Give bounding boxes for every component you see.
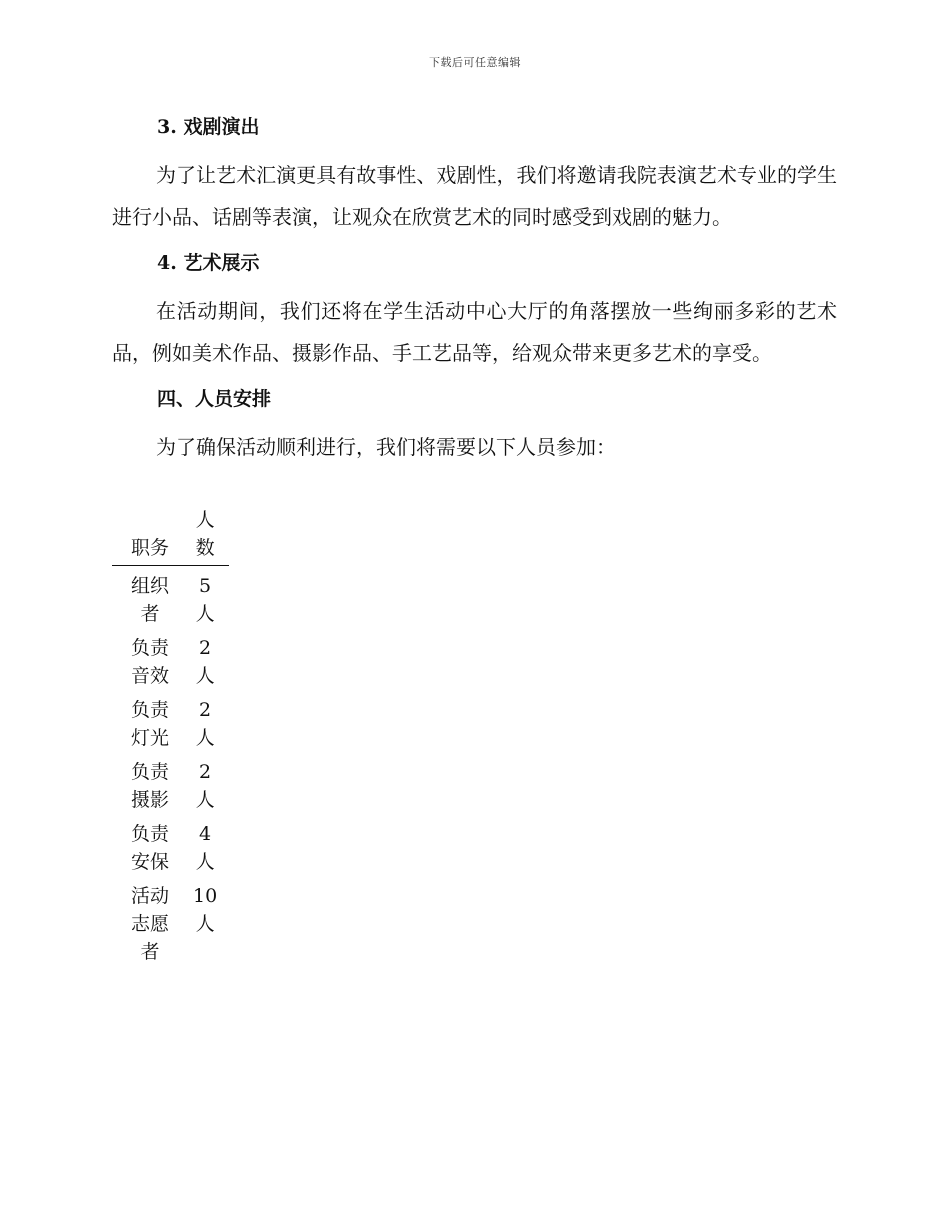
section-paragraph-staffing: 为了确保活动顺利进行，我们将需要以下人员参加： [156,435,616,459]
section-paragraph-drama: 为了让艺术汇演更具有故事性、戏剧性，我们将邀请我院表演艺术专业的学生进行小品、话剧等表演，让观众在欣赏艺术的同时感受到戏剧的魅力。 [112,163,837,229]
table-row [112,882,229,972]
section-paragraph-art-display: 在活动期间，我们还将在学生活动中心大厅的角落摆放一些绚丽多彩的艺术品，例如美术作品、摄影作品、手工艺品等，给观众带来更多艺术的享受。 [112,299,837,365]
staff-count-cell: 2人 [195,761,215,811]
section-heading-art-display: 4. 艺术展示 [157,252,260,274]
table-row [112,820,229,882]
staff-count-cell: 4人 [195,823,215,873]
staff-role-cell: 活动志愿者 [130,885,169,963]
table-row [112,758,229,820]
staff-role-cell: 负责灯光 [130,699,169,749]
staff-table-header-role: 职务 [112,506,191,566]
staff-count-cell: 5人 [195,575,215,625]
staff-count-cell: 10人 [193,885,218,935]
staff-role-cell: 负责安保 [130,823,169,873]
staff-table-header-row [112,506,229,566]
staff-table-header-count: 人数 [191,506,229,566]
staff-role-cell: 负责音效 [130,637,169,687]
staff-count-cell: 2人 [195,699,215,749]
staff-role-cell: 组织者 [130,575,169,625]
table-row [112,696,229,758]
staff-count-cell: 2人 [195,637,215,687]
table-row [112,566,229,635]
table-row [112,634,229,696]
header-note: 下载后可任意编辑 [429,56,521,69]
staff-role-cell: 负责摄影 [130,761,169,811]
document-body [112,112,837,972]
section-heading-staffing: 四、人员安排 [157,388,272,410]
section-heading-drama: 3. 戏剧演出 [157,116,260,138]
staff-table [112,506,229,972]
